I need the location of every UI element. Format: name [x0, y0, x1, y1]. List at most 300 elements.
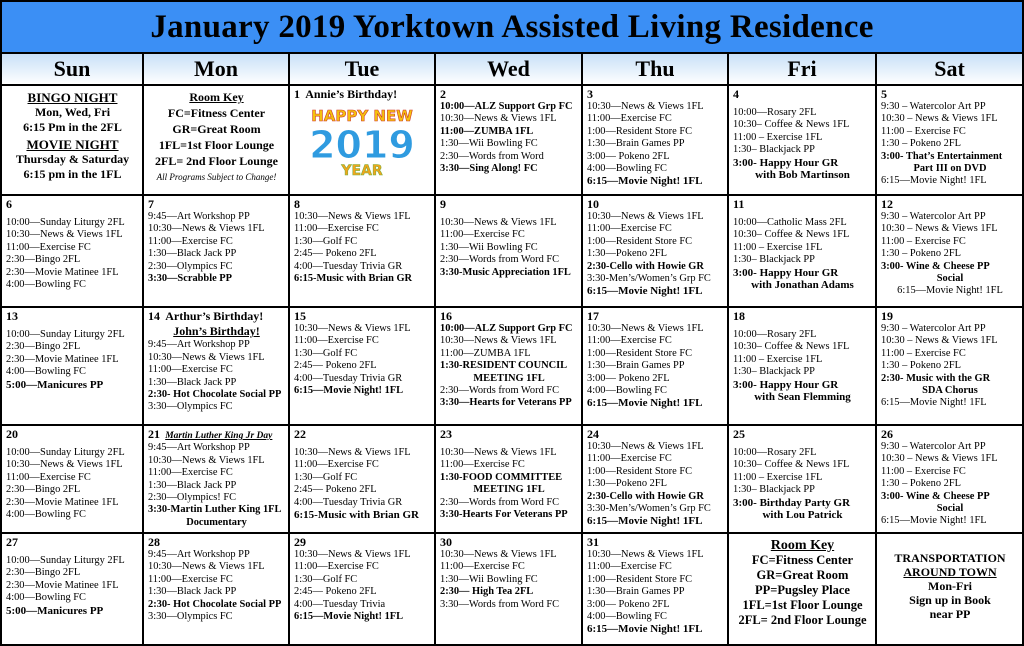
- room-key-line: 2FL= 2nd Floor Lounge: [155, 154, 278, 168]
- activity-line: 10:00—Sunday Liturgy 2FL: [6, 217, 125, 228]
- day-cell-19: [877, 308, 1022, 424]
- week-row-4: [2, 426, 1022, 534]
- day-number: 13: [6, 309, 18, 323]
- day-cell-16: [436, 308, 583, 424]
- activity-line: 11:00 – Exercise 1FL: [733, 471, 823, 483]
- activity-line: 1:30—Golf FC: [294, 235, 358, 247]
- day-number: 6: [6, 197, 12, 211]
- activity-line: 11:00—ZUMBA 1FL: [440, 347, 531, 359]
- day-number: 12: [881, 197, 893, 211]
- activity-line: 6:15—Movie Night! 1FL: [587, 285, 703, 298]
- day-cell-1: [290, 86, 436, 194]
- activity-line: Documentary: [186, 516, 247, 528]
- day-cell-15: [290, 308, 436, 424]
- activity-line: 10:00—Rosary 2FL: [733, 329, 817, 340]
- day-headline: Martin Luther King Jr Day: [165, 431, 273, 441]
- day-number: 7: [148, 197, 154, 211]
- weekday-tue: Tue: [290, 54, 436, 84]
- activity-line: 10:30—News & Views 1FL: [294, 323, 411, 334]
- activity-line: 11:00—Exercise FC: [148, 364, 233, 376]
- activity-line: 10:30 – News & Views 1FL: [881, 113, 998, 125]
- day-cell-6: [2, 196, 144, 306]
- activity-line: 3:00- Happy Hour GR: [733, 156, 839, 169]
- day-number: 4: [733, 87, 739, 101]
- activity-line: 3:30—Scrabble PP: [148, 273, 232, 285]
- activity-line: 4:00—Tuesday Trivia GR: [294, 372, 403, 384]
- activity-line: 1:30—Brain Games PP: [587, 138, 685, 150]
- activity-line: 2:30—Bingo 2FL: [6, 254, 81, 266]
- bingo-days: Mon, Wed, Fri: [34, 105, 111, 119]
- activity-line: 2:30- Hot Chocolate Social PP: [148, 598, 282, 610]
- activity-line: 6:15—Movie Night! 1FL: [587, 397, 703, 410]
- activity-line: 6:15—Movie Night! 1FL: [881, 175, 987, 187]
- day-number: 30: [440, 535, 452, 549]
- activity-line: 1:30-FOOD COMMITTEE: [440, 471, 563, 483]
- activity-line: 11:00—Exercise FC: [294, 223, 379, 235]
- day-cell-14: [144, 308, 290, 424]
- activity-line: 11:00—Exercise FC: [294, 459, 379, 471]
- day-cell-10: [583, 196, 729, 306]
- activity-line: 1:30—Golf FC: [294, 471, 358, 483]
- activity-line: 1:30—Brain Games PP: [587, 360, 685, 372]
- activity-line: 1:30-RESIDENT COUNCIL: [440, 360, 568, 372]
- activity-line: 1:30 – Pokeno 2FL: [881, 248, 961, 260]
- activity-line: 11:00—Exercise FC: [440, 459, 525, 471]
- activity-line: 3:00- Happy Hour GR: [733, 266, 839, 279]
- title-bar: [2, 2, 1022, 54]
- day-cell-31: [583, 534, 729, 644]
- day-cell-30: [436, 534, 583, 644]
- activity-line: 6:15—Movie Night! 1FL: [897, 285, 1003, 297]
- activity-line: SDA Chorus: [922, 385, 978, 397]
- activity-line: Part III on DVD: [913, 163, 987, 175]
- activity-line: 1:30– Blackjack PP: [733, 144, 815, 156]
- activity-line: 11:00—Exercise FC: [587, 453, 672, 465]
- activity-line: 11:00—Exercise FC: [587, 561, 672, 573]
- day-cell-13: [2, 308, 144, 424]
- activity-line: 10:30—News & Views 1FL: [6, 229, 123, 241]
- activity-line: 2:45— Pokeno 2FL: [294, 484, 377, 496]
- day-cell-21: [144, 426, 290, 532]
- activity-line: 2:30- Hot Chocolate Social PP: [148, 389, 282, 401]
- weekday-thu: Thu: [583, 54, 729, 84]
- day-cell-22: [290, 426, 436, 532]
- activity-line: 10:30—News & Views 1FL: [148, 561, 265, 573]
- activity-line: 6:15—Movie Night! 1FL: [587, 175, 703, 188]
- activity-line: 2:30—Olympics FC: [148, 260, 233, 272]
- transportation-heading: AROUND TOWN: [903, 565, 997, 579]
- activity-line: 10:30—News & Views 1FL: [587, 211, 704, 222]
- bingo-time: 6:15 Pm in the 2FL: [23, 120, 122, 134]
- activity-line: 11:00—Exercise FC: [440, 229, 525, 241]
- activity-line: 4:00—Bowling FC: [587, 385, 667, 397]
- day-number: 22: [294, 427, 306, 441]
- week-row-1: [2, 86, 1022, 196]
- activity-line: 9:45—Art Workshop PP: [148, 442, 250, 454]
- activity-line: 3:30—Sing Along! FC: [440, 163, 538, 175]
- week-row-5: [2, 534, 1022, 644]
- activity-line: 2:30—Movie Matinee 1FL: [6, 353, 119, 365]
- activity-line: 11:00 – Exercise FC: [881, 347, 966, 359]
- activity-line: 10:30—News & Views 1FL: [294, 447, 411, 458]
- weekday-mon: Mon: [144, 54, 290, 84]
- activity-line: 10:30—News & Views 1FL: [294, 211, 411, 222]
- day-cell-4: [729, 86, 877, 194]
- day-cell-24: [583, 426, 729, 532]
- weekday-sun: Sun: [2, 54, 144, 84]
- activity-line: 11:00 – Exercise 1FL: [733, 353, 823, 365]
- activity-line: 3:30-Men’s/Women’s Grp FC: [587, 273, 711, 285]
- day-cell-8: [290, 196, 436, 306]
- activity-line: 11:00—Exercise FC: [294, 335, 379, 347]
- calendar-grid: [2, 86, 1022, 644]
- day-number: 9: [440, 197, 446, 211]
- room-key-line: GR=Great Room: [756, 568, 849, 582]
- transportation-heading: TRANSPORTATION: [894, 551, 1006, 565]
- activity-line: 11:00—Exercise FC: [440, 561, 525, 573]
- activity-line: 10:30—News & Views 1FL: [294, 549, 411, 560]
- activity-line: Social: [936, 503, 964, 515]
- activity-line: Social: [936, 273, 964, 285]
- day-number: 2: [440, 87, 446, 101]
- day-cell-12: [877, 196, 1022, 306]
- activity-line: 10:30—News & Views 1FL: [440, 335, 557, 347]
- day-cell-2: [436, 86, 583, 194]
- activity-line: 1:30—Pokeno 2FL: [587, 248, 667, 260]
- activity-line: 2:45— Pokeno 2FL: [294, 586, 377, 598]
- activity-line: 4:00—Tuesday Trivia GR: [294, 496, 403, 508]
- day-number: 3: [587, 87, 593, 101]
- activity-line: 3:00- Wine & Cheese PP: [881, 490, 990, 502]
- transportation-line: near PP: [929, 607, 971, 621]
- day-cell-9: [436, 196, 583, 306]
- activity-line: 11:00 – Exercise FC: [881, 465, 966, 477]
- happy-new-year-2019-graphic: [298, 104, 426, 178]
- activity-line: 10:30—News & Views 1FL: [587, 549, 704, 560]
- activity-line: 1:30—Wii Bowling FC: [440, 138, 538, 150]
- day-number: 26: [881, 427, 893, 441]
- activity-line: 1:30—Golf FC: [294, 347, 358, 359]
- activity-line: 10:30 – News & Views 1FL: [881, 223, 998, 235]
- room-key-line: 1FL=1st Floor Lounge: [742, 598, 863, 612]
- activity-line: 4:00—Bowling FC: [6, 279, 86, 291]
- activity-line: 2:45— Pokeno 2FL: [294, 360, 377, 372]
- day-cell-29: [290, 534, 436, 644]
- room-key-line: 1FL=1st Floor Lounge: [158, 138, 275, 152]
- activity-line: 4:00—Tuesday Trivia GR: [294, 260, 403, 272]
- activity-line: with Lou Patrick: [762, 509, 843, 522]
- week-row-3: [2, 308, 1022, 426]
- movie-days: Thursday & Saturday: [15, 152, 130, 166]
- day-number: 1: [294, 87, 300, 101]
- weekday-wed: Wed: [436, 54, 583, 84]
- weekday-sat: Sat: [877, 54, 1022, 84]
- activity-line: 9:45—Art Workshop PP: [148, 211, 250, 222]
- activity-line: 11:00—Exercise FC: [6, 241, 91, 253]
- activity-line: 10:30—News & Views 1FL: [587, 323, 704, 334]
- activity-line: 2:45— Pokeno 2FL: [294, 248, 377, 260]
- activity-line: 3:00— Pokeno 2FL: [587, 598, 670, 610]
- weekday-header: [2, 54, 1022, 86]
- activity-line: 6:15-Music with Brian GR: [294, 273, 413, 285]
- day-number: 31: [587, 535, 599, 549]
- activity-line: 6:15—Movie Night! 1FL: [881, 515, 987, 527]
- activity-line: 2:30—Words from Word: [440, 150, 544, 162]
- activity-line: 1:30—Black Jack PP: [148, 479, 237, 491]
- activity-line: 11:00—Exercise FC: [587, 223, 672, 235]
- day-headline: Arthur’s Birthday!: [165, 309, 264, 323]
- activity-line: 3:00— Pokeno 2FL: [587, 372, 670, 384]
- activity-line: 1:00—Resident Store FC: [587, 347, 693, 359]
- activity-line: 10:30—News & Views 1FL: [440, 217, 557, 228]
- activity-line: 6:15-Music with Brian GR: [294, 509, 419, 522]
- movie-night-heading: MOVIE NIGHT: [26, 137, 119, 152]
- activity-line: 3:30—Hearts for Veterans PP: [440, 397, 572, 409]
- activity-line: 11:00 – Exercise FC: [881, 125, 966, 137]
- badge-bottom-text: YEAR: [341, 163, 383, 178]
- activity-line: 1:30– Blackjack PP: [733, 484, 815, 496]
- day-number: 19: [881, 309, 893, 323]
- day-number: 20: [6, 427, 18, 441]
- activity-line: 11:00 – Exercise 1FL: [733, 131, 823, 143]
- activity-line: 6:15—Movie Night! 1FL: [294, 385, 404, 397]
- activity-line: 10:30– Coffee & News 1FL: [733, 119, 850, 131]
- day-cell-5: [877, 86, 1022, 194]
- activity-line: 1:00—Resident Store FC: [587, 125, 693, 137]
- activity-line: 2:30- Music with the GR: [881, 372, 991, 384]
- activity-line: 10:30—News & Views 1FL: [148, 351, 265, 363]
- room-key-line: GR=Great Room: [172, 122, 261, 136]
- activity-line: 4:00—Bowling FC: [587, 611, 667, 623]
- activity-line: 11:00—Exercise FC: [587, 113, 672, 125]
- activity-line: 9:30 – Watercolor Art PP: [881, 441, 986, 452]
- day-cell-11: [729, 196, 877, 306]
- activity-line: 3:00- Happy Hour GR: [733, 378, 839, 391]
- activity-line: 6:15—Movie Night! 1FL: [587, 623, 703, 636]
- transportation-line: Sign up in Book: [909, 593, 991, 607]
- activity-line: 1:30– Blackjack PP: [733, 254, 815, 266]
- activity-line: MEETING 1FL: [473, 372, 545, 384]
- badge-year-text: 2019: [309, 123, 415, 167]
- activity-line: 11:00—Exercise FC: [294, 561, 379, 573]
- bingo-night-heading: BINGO NIGHT: [27, 90, 118, 105]
- activity-line: 10:30—News & Views 1FL: [440, 113, 557, 125]
- day-number: 11: [733, 197, 745, 211]
- activity-line: 10:30– Coffee & News 1FL: [733, 459, 850, 471]
- mon-room-key-cell: [144, 86, 290, 194]
- activity-line: 10:00—ALZ Support Grp FC: [440, 323, 573, 334]
- activity-line: 5:00—Manicures PP: [6, 378, 104, 391]
- day-number: 10: [587, 197, 599, 211]
- room-key-line: FC=Fitness Center: [751, 553, 854, 567]
- activity-line: 10:30– Coffee & News 1FL: [733, 229, 850, 241]
- activity-line: 1:30—Pokeno 2FL: [587, 478, 667, 490]
- calendar-title: January 2019 Yorktown Assisted Living Residence: [150, 8, 874, 45]
- activity-line: 11:00—ZUMBA 1FL: [440, 125, 534, 137]
- day-number: 14: [148, 309, 160, 323]
- activity-line: 2:30—Words from Word FC: [440, 385, 560, 397]
- activity-line: 10:00—Rosary 2FL: [733, 447, 817, 458]
- day-number: 18: [733, 309, 745, 323]
- activity-line: 11:00 – Exercise 1FL: [733, 241, 823, 253]
- activity-line: 2:30—Bingo 2FL: [6, 341, 81, 353]
- day-headline: John’s Birthday!: [173, 324, 260, 339]
- activity-line: 4:00—Bowling FC: [6, 592, 86, 604]
- activity-line: with Bob Martinson: [755, 169, 850, 182]
- day-number: 16: [440, 309, 452, 323]
- activity-line: 10:00—Sunday Liturgy 2FL: [6, 329, 125, 340]
- activity-line: 1:30—Wii Bowling FC: [440, 573, 538, 585]
- badge-top-text: HAPPY NEW: [311, 107, 413, 125]
- activity-line: 9:30 – Watercolor Art PP: [881, 101, 986, 112]
- activity-line: 1:30—Black Jack PP: [148, 586, 237, 598]
- activity-line: 10:30—News & Views 1FL: [587, 441, 704, 452]
- activity-line: 2:30—Words from Word FC: [440, 254, 560, 266]
- activity-line: 9:45—Art Workshop PP: [148, 549, 250, 560]
- day-number: 5: [881, 87, 887, 101]
- activity-line: 1:30—Black Jack PP: [148, 248, 237, 260]
- activity-line: 10:30—News & Views 1FL: [148, 454, 265, 466]
- activity-line: 10:30 – News & Views 1FL: [881, 335, 998, 347]
- activity-line: 11:00—Exercise FC: [6, 471, 91, 483]
- activity-line: 2:30—Movie Matinee 1FL: [6, 266, 119, 278]
- activity-line: 1:00—Resident Store FC: [587, 465, 693, 477]
- day-headline: Annie’s Birthday!: [305, 87, 398, 101]
- activity-line: 11:00—Exercise FC: [587, 335, 672, 347]
- day-number: 25: [733, 427, 745, 441]
- activity-line: 6:15—Movie Night! 1FL: [587, 515, 703, 528]
- day-cell-26: [877, 426, 1022, 532]
- activity-line: 10:30—News & Views 1FL: [440, 447, 557, 458]
- activity-line: 10:30—News & Views 1FL: [6, 459, 123, 471]
- day-number: 29: [294, 535, 306, 549]
- activity-line: 10:00—ALZ Support Grp FC: [440, 101, 573, 112]
- day-cell-28: [144, 534, 290, 644]
- activity-line: 11:00—Exercise FC: [148, 467, 233, 479]
- activity-line: 9:30 – Watercolor Art PP: [881, 211, 986, 222]
- activity-line: 2:30—Movie Matinee 1FL: [6, 496, 119, 508]
- room-key-heading: Room Key: [189, 90, 244, 104]
- activity-line: 1:30—Brain Games PP: [587, 586, 685, 598]
- activity-line: 3:30-Men’s/Women’s Grp FC: [587, 503, 711, 515]
- weekday-fri: Fri: [729, 54, 877, 84]
- activity-line: 10:30—News & Views 1FL: [587, 101, 704, 112]
- activity-line: 2:30—Bingo 2FL: [6, 567, 81, 579]
- activity-line: 1:30 – Pokeno 2FL: [881, 478, 961, 490]
- activity-line: 1:30 – Pokeno 2FL: [881, 138, 961, 150]
- activity-line: with Jonathan Adams: [751, 279, 854, 292]
- activity-line: 10:30—News & Views 1FL: [440, 549, 557, 560]
- day-number: 28: [148, 535, 160, 549]
- activity-line: 4:00—Tuesday Trivia: [294, 598, 386, 610]
- activity-line: 10:30– Coffee & News 1FL: [733, 341, 850, 353]
- fri-room-key-cell: [729, 534, 877, 644]
- activity-line: 11:00—Exercise FC: [148, 573, 233, 585]
- activity-line: 9:30 – Watercolor Art PP: [881, 323, 986, 334]
- activity-line: 2:30—Olympics! FC: [148, 492, 237, 504]
- day-number: 24: [587, 427, 599, 441]
- activity-line: 10:30 – News & Views 1FL: [881, 453, 998, 465]
- day-number: 8: [294, 197, 300, 211]
- activity-line: 2:30-Cello with Howie GR: [587, 260, 704, 272]
- room-key-line: FC=Fitness Center: [167, 106, 266, 120]
- sun-info-cell: [2, 86, 144, 194]
- day-number: 27: [6, 535, 18, 549]
- activity-line: 3:00- Wine & Cheese PP: [881, 260, 990, 272]
- movie-time: 6:15 pm in the 1FL: [23, 167, 122, 181]
- activity-line: 1:30—Black Jack PP: [148, 376, 237, 388]
- day-cell-27: [2, 534, 144, 644]
- activity-line: 3:30-Hearts For Veterans PP: [440, 509, 568, 521]
- room-key-heading: Room Key: [770, 538, 835, 553]
- activity-line: 10:00—Rosary 2FL: [733, 107, 817, 118]
- day-cell-23: [436, 426, 583, 532]
- day-cell-18: [729, 308, 877, 424]
- activity-line: 10:30—News & Views 1FL: [148, 223, 265, 235]
- activity-line: 11:00—Exercise FC: [148, 235, 233, 247]
- activity-line: 1:00—Resident Store FC: [587, 573, 693, 585]
- activity-line: 1:30– Blackjack PP: [733, 366, 815, 378]
- activity-line: 9:45—Art Workshop PP: [148, 339, 250, 351]
- activity-line: 6:15—Movie Night! 1FL: [881, 397, 987, 409]
- activity-line: 2:30—Words from Word FC: [440, 496, 560, 508]
- activity-line: 4:00—Bowling FC: [6, 366, 86, 378]
- activity-line: 11:00 – Exercise FC: [881, 235, 966, 247]
- activity-line: MEETING 1FL: [473, 484, 545, 496]
- activity-line: 5:00—Manicures PP: [6, 604, 104, 617]
- activity-line: 3:30-Music Appreciation 1FL: [440, 266, 571, 278]
- transportation-line: Mon-Fri: [928, 579, 972, 593]
- room-key-note: All Programs Subject to Change!: [156, 172, 277, 182]
- day-number: 23: [440, 427, 452, 441]
- activity-line: 10:00—Sunday Liturgy 2FL: [6, 447, 125, 458]
- room-key-line: PP=Pugsley Place: [755, 583, 850, 597]
- activity-line: with Sean Flemming: [754, 391, 851, 404]
- activity-line: 4:00—Bowling FC: [587, 163, 667, 175]
- activity-line: 3:00- That’s Entertainment: [881, 150, 1003, 162]
- activity-line: 3:30—Words from Word FC: [440, 598, 560, 610]
- activity-line: 3:30—Olympics FC: [148, 611, 233, 623]
- day-number: 17: [587, 309, 599, 323]
- activity-line: 10:00—Sunday Liturgy 2FL: [6, 555, 125, 566]
- room-key-line: 2FL= 2nd Floor Lounge: [738, 613, 867, 627]
- sat-transportation-cell: [877, 534, 1022, 644]
- activity-line: 2:30— High Tea 2FL: [440, 586, 534, 598]
- activity-line: 1:30 – Pokeno 2FL: [881, 360, 961, 372]
- day-number: 15: [294, 309, 306, 323]
- activity-line: 1:00—Resident Store FC: [587, 235, 693, 247]
- activity-line: 1:30—Wii Bowling FC: [440, 241, 538, 253]
- activity-line: 2:30—Movie Matinee 1FL: [6, 579, 119, 591]
- activity-line: 10:00—Catholic Mass 2FL: [733, 217, 847, 228]
- day-cell-7: [144, 196, 290, 306]
- activity-line: 3:30—Olympics FC: [148, 401, 233, 413]
- day-cell-20: [2, 426, 144, 532]
- week-row-2: [2, 196, 1022, 308]
- activity-line: 6:15—Movie Night! 1FL: [294, 611, 404, 623]
- day-cell-25: [729, 426, 877, 532]
- activity-line: 3:00- Birthday Party GR: [733, 496, 851, 509]
- activity-line: 3:30-Martin Luther King 1FL: [148, 504, 282, 516]
- activity-line: 2:30—Bingo 2FL: [6, 484, 81, 496]
- day-cell-3: [583, 86, 729, 194]
- activity-line: 3:00— Pokeno 2FL: [587, 150, 670, 162]
- activity-line: 1:30—Golf FC: [294, 573, 358, 585]
- day-number: 21: [148, 427, 160, 441]
- activity-line: 4:00—Bowling FC: [6, 509, 86, 521]
- day-cell-17: [583, 308, 729, 424]
- activity-line: 2:30-Cello with Howie GR: [587, 490, 704, 502]
